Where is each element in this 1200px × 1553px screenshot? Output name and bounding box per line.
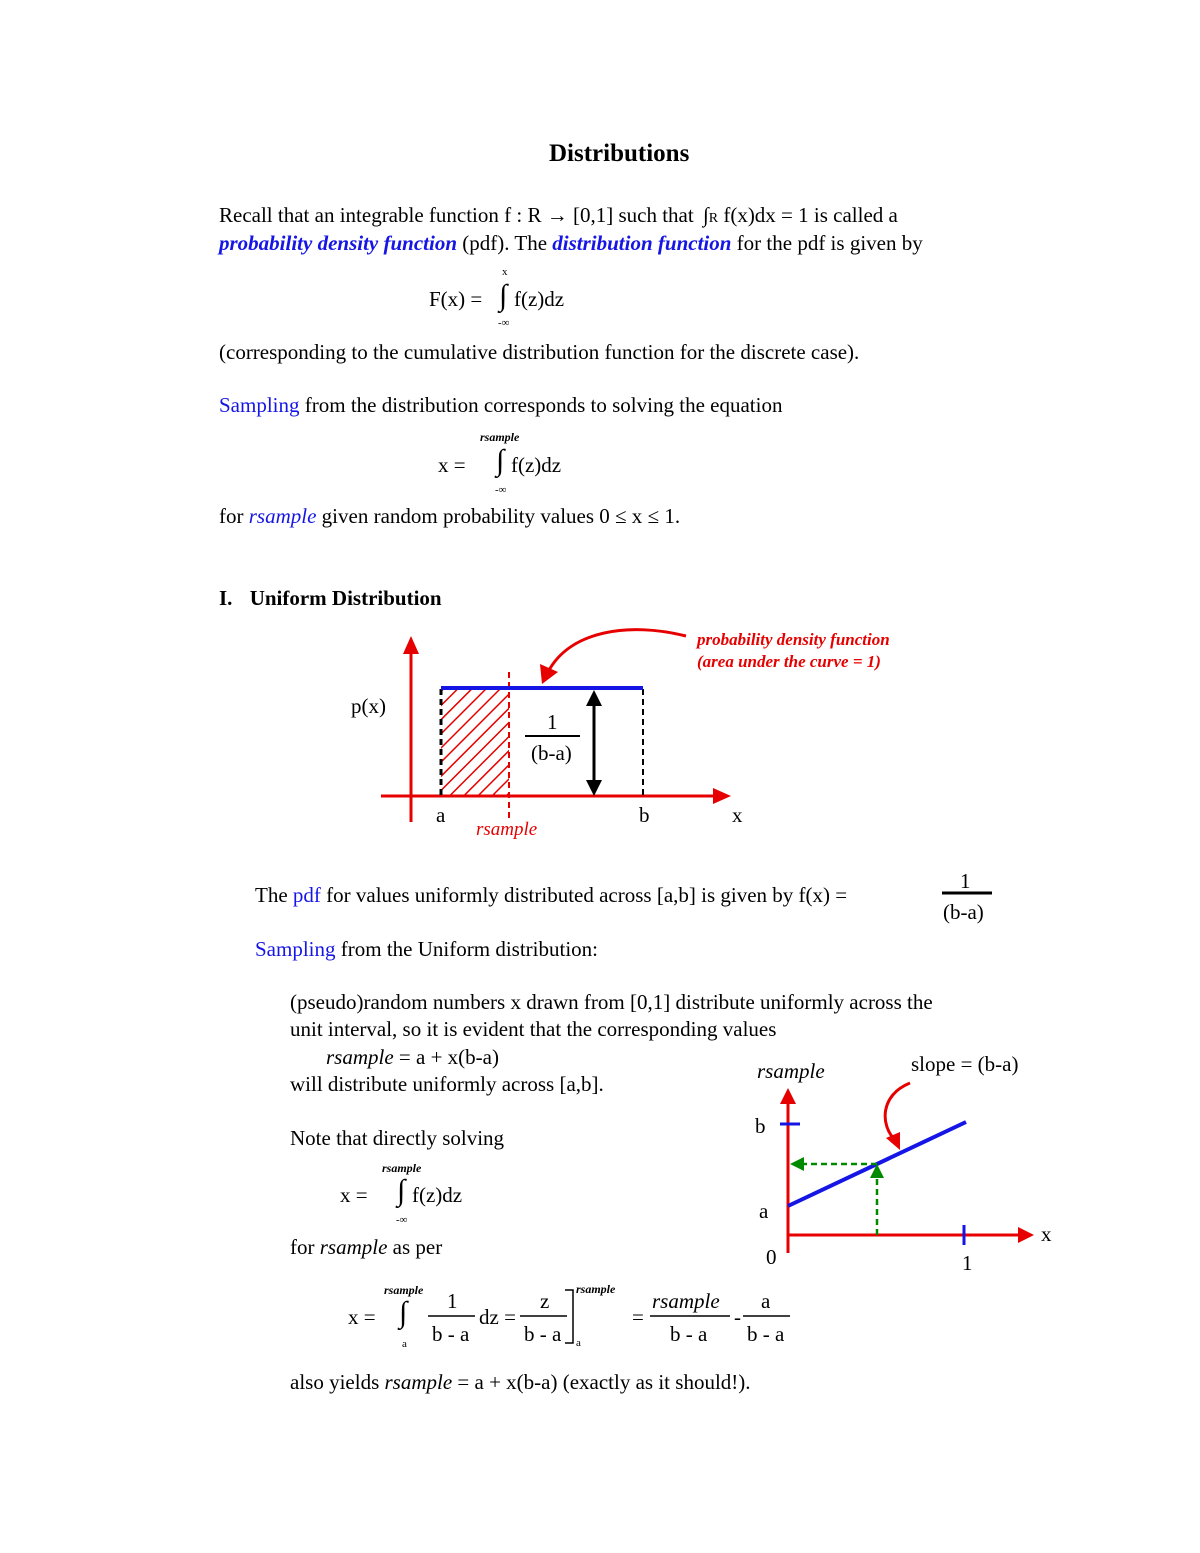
f3-integral: ∫ — [399, 1296, 408, 1329]
fig2-slope-arrowhead — [886, 1132, 900, 1150]
f2-integrand: f(z)dz — [412, 1183, 463, 1207]
intro-text-d: (pdf). The — [457, 231, 553, 255]
uniform-pdf-num: 1 — [960, 869, 971, 893]
also-yields-a: also yields — [290, 1370, 385, 1394]
f3-den-1: b - a — [432, 1322, 470, 1346]
hatched-area — [441, 689, 509, 796]
fig1-frac-num: 1 — [547, 710, 558, 734]
intro-text-c: f(x)dx = 1 is called a — [723, 203, 898, 227]
formula-f-upper: x — [502, 266, 508, 278]
sampling-formula-integrand: f(z)dz — [511, 453, 562, 477]
f3-lhs: x = — [348, 1305, 376, 1329]
f3-minus: - — [734, 1305, 741, 1329]
uniform-sampling-rest: from the Uniform distribution: — [335, 937, 598, 961]
fig2-x-arrowhead — [1018, 1227, 1034, 1243]
f3-dz: dz = — [479, 1305, 516, 1329]
sampling-rest: from the distribution corresponds to solving the equation — [299, 393, 783, 417]
f3-upper: rsample — [384, 1283, 424, 1297]
fig2-y-label: rsample — [757, 1059, 825, 1083]
height-arrow-top — [586, 690, 602, 706]
section-number: I. — [219, 586, 233, 610]
f3-den-3: b - a — [670, 1322, 708, 1346]
y-axis-arrowhead — [403, 636, 419, 654]
fig2-green-left-arrowhead — [790, 1157, 804, 1171]
f2-integral: ∫ — [397, 1174, 406, 1207]
for-as-per-line — [290, 1235, 442, 1260]
f3-num-4: a — [761, 1289, 771, 1313]
for-as-per-b: as per — [387, 1235, 443, 1259]
annotation-arrowhead — [540, 664, 558, 684]
f3-num-3: rsample — [652, 1289, 720, 1313]
section-title: Uniform Distribution — [249, 586, 442, 610]
fig1-tick-b: b — [639, 803, 650, 827]
for-text: for — [219, 504, 249, 528]
fig2-y-arrowhead — [780, 1088, 796, 1104]
fig2-tick-b-label: b — [755, 1114, 766, 1138]
uniform-p3-rsample: rsample — [326, 1045, 394, 1069]
uniform-p4: will distribute uniformly across [a,b]. — [290, 1072, 604, 1096]
uniform-p2: unit interval, so it is evident that the corresponding values — [290, 1017, 777, 1041]
arrow-symbol: → — [546, 203, 568, 227]
sampling-formula-lower: -∞ — [495, 484, 507, 496]
height-arrow-bottom — [586, 780, 602, 796]
figure-rsample-plot — [780, 1083, 1034, 1253]
uniform-p1: (pseudo)random numbers x drawn from [0,1] distribute uniformly across the — [290, 990, 933, 1014]
fig2-tick-1-label: 1 — [962, 1251, 973, 1275]
f2-lower: -∞ — [396, 1214, 408, 1226]
distribution-function-term: distribution function — [552, 231, 732, 255]
sampling-formula-upper: rsample — [480, 430, 520, 444]
formula-f-integrand: f(z)dz — [514, 287, 565, 311]
uniform-p3 — [326, 1045, 499, 1070]
page-title: Distributions — [549, 140, 690, 167]
fig1-frac-den: (b-a) — [531, 741, 572, 765]
for-as-per-a: for — [290, 1235, 320, 1259]
uniform-note: Note that directly solving — [290, 1126, 505, 1150]
corresponding-text: (corresponding to the cumulative distribution function for the discrete case). — [219, 340, 860, 364]
intro-text-a: Recall that an integrable function f : R — [219, 203, 542, 227]
formula-f-integral: ∫ — [499, 279, 508, 312]
also-yields-line — [290, 1370, 751, 1395]
also-yields-b: = a + x(b-a) (exactly as it should!). — [452, 1370, 751, 1394]
f3-den-4: b - a — [747, 1322, 785, 1346]
fig1-annotation-line-1: probability density function — [697, 630, 890, 649]
fig2-origin-label: 0 — [766, 1245, 777, 1269]
uniform-sampling-term: Sampling — [255, 937, 336, 961]
uniform-pdf-text-b: for values uniformly distributed across [a,b] is given by f(x) = — [320, 883, 848, 907]
fig2-x-label: x — [1041, 1222, 1052, 1246]
f3-eval-upper: rsample — [576, 1282, 616, 1296]
fig1-x-label: x — [732, 803, 743, 827]
annotation-arrow — [548, 630, 686, 672]
uniform-p3-rest: = a + x(b-a) — [393, 1045, 499, 1069]
fig2-slope-label: slope = (b-a) — [911, 1052, 1019, 1076]
fig1-annotation-line-2: (area under the curve = 1) — [697, 652, 881, 671]
x-axis-arrowhead — [713, 788, 731, 804]
intro-text-b: [0,1] such that — [572, 203, 694, 227]
sampling-formula-integral: ∫ — [496, 444, 505, 477]
fig2-tick-a-label: a — [759, 1199, 769, 1223]
also-yields-rsample: rsample — [384, 1370, 453, 1394]
f3-eq: = — [632, 1305, 644, 1329]
pdf-term: probability density function — [219, 231, 458, 255]
formula-f-lhs: F(x) = — [429, 287, 483, 311]
sampling-term: Sampling — [219, 393, 300, 417]
fig2-slope-arrow — [885, 1083, 910, 1140]
f3-eval-lower: a — [576, 1337, 581, 1349]
fig1-tick-a: a — [436, 803, 446, 827]
for-as-per-rsample: rsample — [319, 1235, 388, 1259]
f3-num-2: z — [540, 1289, 550, 1313]
f3-lower: a — [402, 1338, 407, 1350]
f2-lhs: x = — [340, 1183, 368, 1207]
f3-den-2: b - a — [524, 1322, 562, 1346]
uniform-pdf-term: pdf — [292, 883, 321, 907]
f2-upper: rsample — [382, 1161, 422, 1175]
intro-text-e: for the pdf is given by — [731, 231, 923, 255]
fig1-rsample-label: rsample — [476, 819, 538, 840]
sampling-formula-lhs: x = — [438, 453, 466, 477]
integral-symbol: ∫ — [702, 203, 709, 227]
for-text-b: given random probability values 0 ≤ x ≤ 1. — [316, 504, 681, 528]
formula-f-lower: -∞ — [498, 317, 510, 329]
uniform-pdf-text-a: The — [255, 883, 293, 907]
integral-domain: R — [708, 211, 719, 226]
uniform-pdf-line — [255, 883, 847, 908]
fig1-y-label: p(x) — [351, 694, 386, 718]
rsample-term: rsample — [248, 504, 317, 528]
f3-num-1: 1 — [447, 1289, 458, 1313]
uniform-sampling-line — [255, 937, 598, 962]
uniform-pdf-den: (b-a) — [943, 900, 984, 924]
